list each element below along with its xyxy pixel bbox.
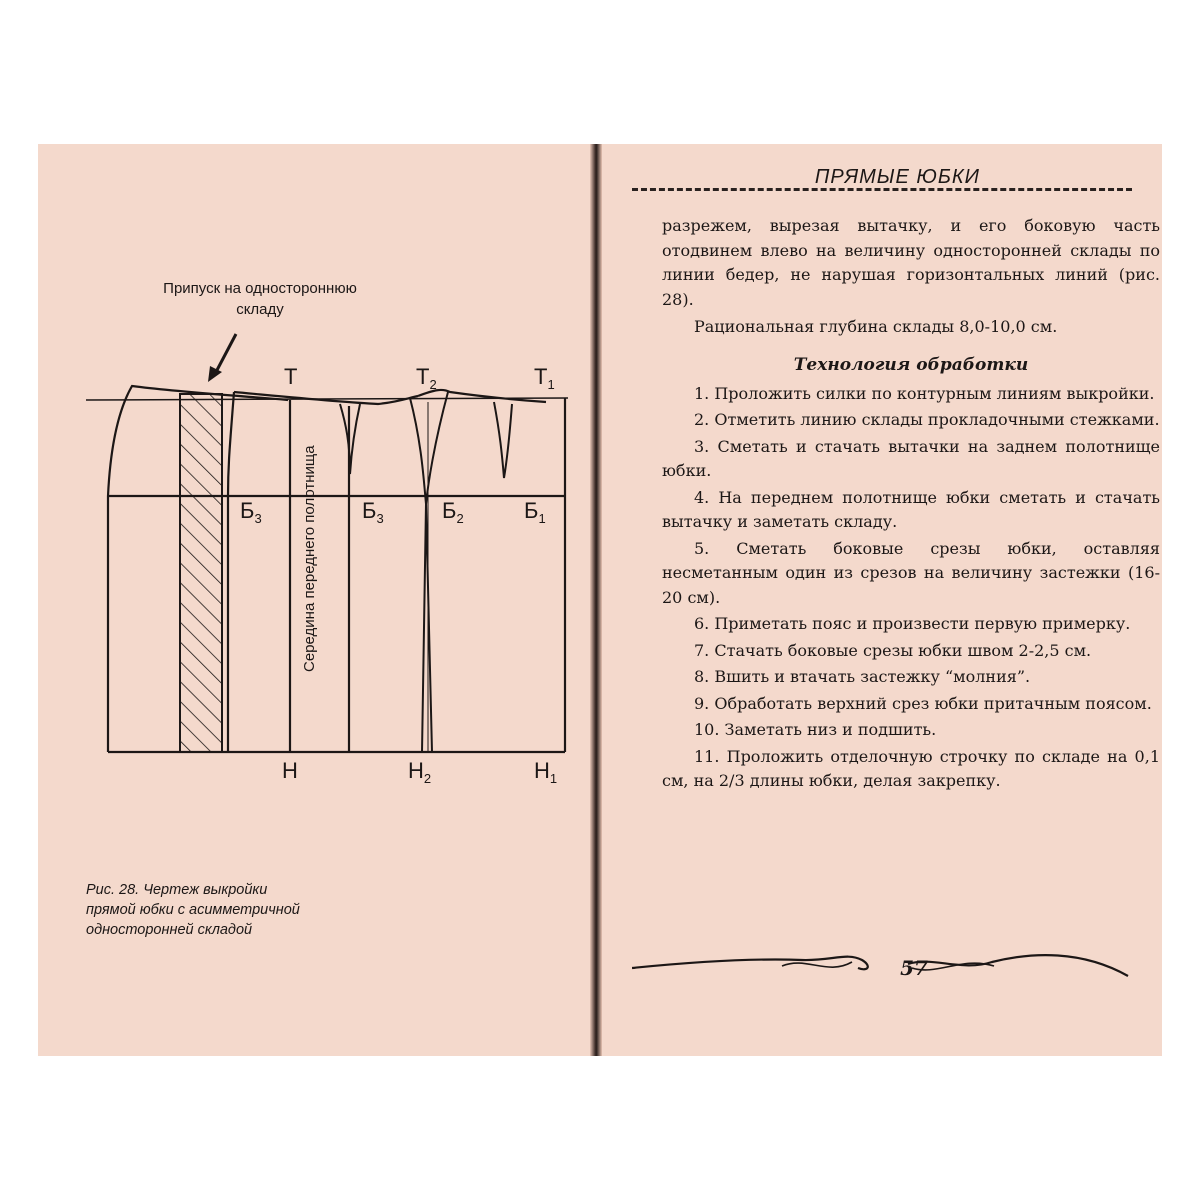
callout-arrow [208, 334, 236, 382]
right-page [602, 144, 1162, 1056]
side-seam-lines [410, 392, 448, 752]
section-title: Технология обработки [793, 354, 1029, 375]
step-item: 9. Обработать верхний срез юбки притачным поясом. [694, 693, 1152, 713]
caption-line-1: Рис. 28. Чертеж выкройки [86, 882, 268, 898]
fold-allowance-hatch [180, 394, 222, 752]
header-dashed-rule [632, 188, 1132, 191]
caption-line-2: прямой юбки с асимметричной [86, 902, 300, 918]
step-item: 3. Сметать и стачать вытачки на заднем полотнище юбки. [662, 436, 1160, 480]
step-item: 11. Проложить отделочную строчку по складе на 0,1 см, на 2/3 длины юбки, делая закрепку. [662, 746, 1160, 790]
step-item: 10. Заметать низ и подшить. [694, 720, 937, 739]
step-item: 1. Проложить силки по контурным линиям выкройки. [694, 383, 1155, 403]
left-page [38, 144, 590, 1056]
step-item: 4. На переднем полотнище юбки сметать и стачать вытачку и заметать складу. [662, 487, 1160, 531]
label-t: Т [284, 364, 298, 389]
label-h2: $Н_2$ [408, 758, 432, 786]
side-seam-curve [418, 390, 546, 402]
step-item: 8. Вшить и втачать застежку “молния”. [694, 667, 1031, 686]
label-t1: $Т_1$ [534, 364, 555, 392]
label-b3-left: $Б_3$ [240, 498, 262, 526]
callout-line-1: Припуск на одностороннюю [163, 280, 357, 297]
label-b1: $Б_1$ [524, 498, 546, 526]
center-front-label: Середина переднего полотнища [301, 445, 318, 672]
intro-paragraph: разрежем, вырезая вытачку, и его боковую часть отодвинем влево на величину односторонней склады по линии бедер, не нарушая горизонтальных линий (рис. 28). [662, 216, 1160, 309]
footer-ornament [632, 942, 1132, 982]
label-h1: $Н_1$ [534, 758, 558, 786]
label-b2: $Б_2$ [442, 498, 464, 526]
caption-line-3: односторонней складой [86, 922, 253, 938]
step-item: 5. Сметать боковые срезы юбки, оставляя несметанным один из срезов на величину застежки (16-20 см). [662, 538, 1160, 607]
label-h: Н [282, 758, 298, 783]
figure-caption [86, 880, 356, 940]
front-panel-side-edge [228, 392, 234, 752]
book-spread [38, 144, 1162, 1056]
book-spine [590, 144, 602, 1056]
body-text [662, 214, 1160, 796]
step-item: 7. Стачать боковые срезы юбки швом 2-2,5 см. [694, 640, 1092, 660]
label-t2: $Т_2$ [416, 364, 437, 392]
depth-paragraph: Рациональная глубина склады 8,0-10,0 см. [694, 317, 1058, 336]
callout-line-2: складу [236, 301, 284, 318]
step-item: 6. Приметать пояс и произвести первую примерку. [694, 614, 1131, 633]
back-dart [494, 402, 512, 478]
page-number: 57 [900, 956, 928, 980]
label-b3: $Б_3$ [362, 498, 384, 526]
step-item: 2. Отметить линию склады прокладочными стежками. [694, 410, 1160, 429]
running-head: ПРЯМЫЕ ЮБКИ [814, 166, 980, 188]
